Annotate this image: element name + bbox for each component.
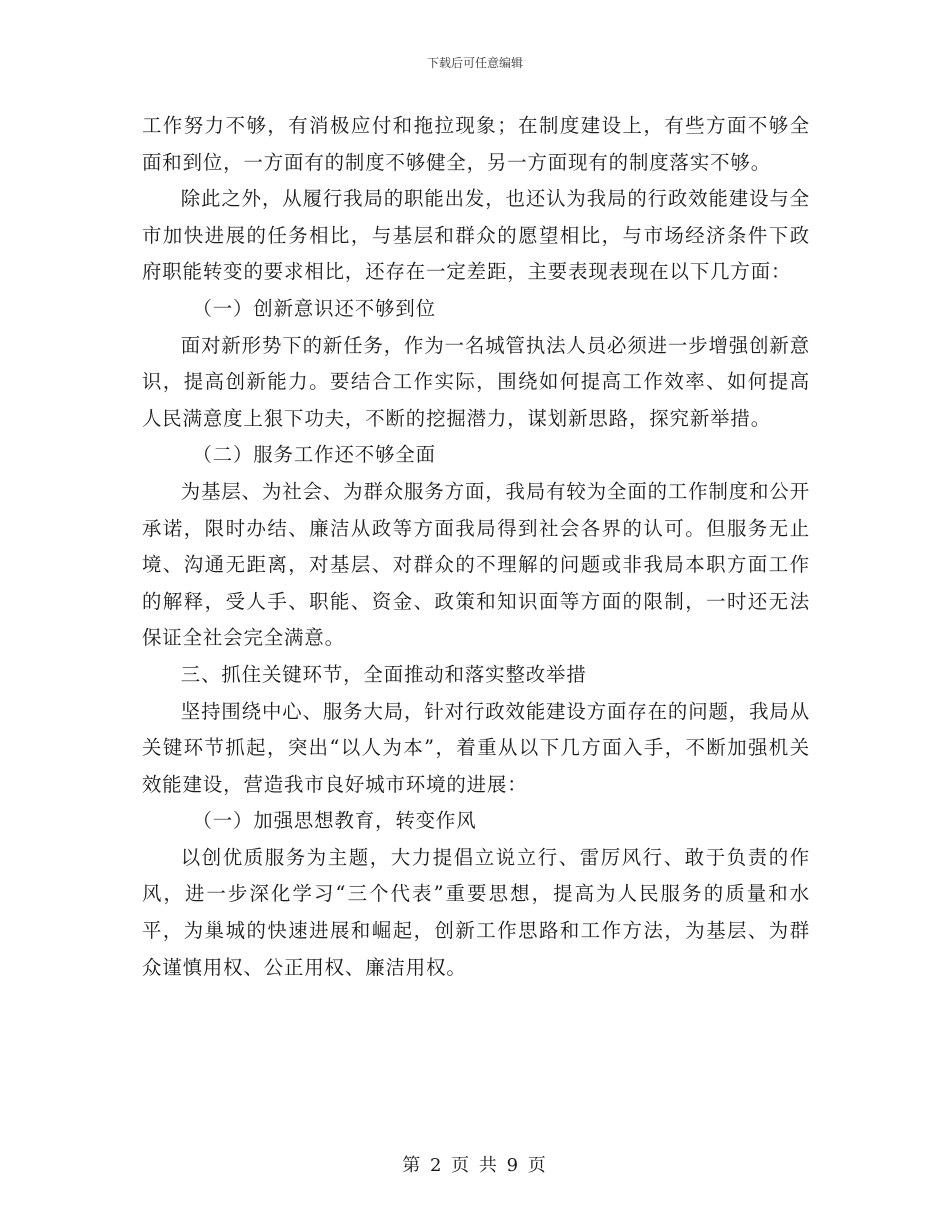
paragraph: 以创优质服务为主题，大力提倡立说立行、雷厉风行、敢于负责的作风，进一步深化学习“三个代表”重要思想，提高为人民服务的质量和水平，为巢城的快速进展和崛起，创新工作思路和工作方法，为基层、为群众谨慎用权、公正用权、廉洁用权。 xyxy=(142,845,810,979)
section-heading: 三、抓住关键环节，全面推动和落实整改举措 xyxy=(180,662,587,686)
paragraph: 面对新形势下的新任务，作为一名城管执法人员必须进一步增强创新意识，提高创新能力。要结合工作实际，围绕如何提高工作效率、如何提高人民满意度上狠下功夫，不断的挖掘潜力，谋划新思路，探究新举措。 xyxy=(142,333,810,430)
paragraph: 为基层、为社会、为群众服务方面，我局有较为全面的工作制度和公开承诺，限时办结、廉洁从政等方面我局得到社会各界的认可。但服务无止境、沟通无距离，对基层、对群众的不理解的问题或非我局本职方面工作的解释，受人手、职能、资金、政策和知识面等方面的限制，一时还无法保证全社会完全满意。 xyxy=(142,479,810,650)
document-body xyxy=(142,108,810,986)
page-number-footer: 第 2 页 共 9 页 xyxy=(402,1155,548,1176)
paragraph: 坚持围绕中心、服务大局，针对行政效能建设方面存在的问题，我局从关键环节抓起，突出“以人为本”，着重从以下几方面入手，不断加强机关效能建设，营造我市良好城市环境的进展： xyxy=(142,699,810,796)
subheading: （一）加强思想教育，转变作风 xyxy=(192,809,477,833)
paragraph: 除此之外，从履行我局的职能出发，也还认为我局的行政效能建设与全市加快进展的任务相比，与基层和群众的愿望相比，与市场经济条件下政府职能转变的要求相比，还存在一定差距，主要表现表现在以下几方面： xyxy=(142,187,810,284)
subheading: （一）创新意识还不够到位 xyxy=(192,296,436,320)
page-header: 下载后可任意编辑 xyxy=(426,56,523,70)
subheading: （二）服务工作还不够全面 xyxy=(192,443,436,467)
paragraph-continuation: 工作努力不够，有消极应付和拖拉现象；在制度建设上，有些方面不够全面和到位，一方面有的制度不够健全，另一方面现有的制度落实不够。 xyxy=(142,114,810,174)
